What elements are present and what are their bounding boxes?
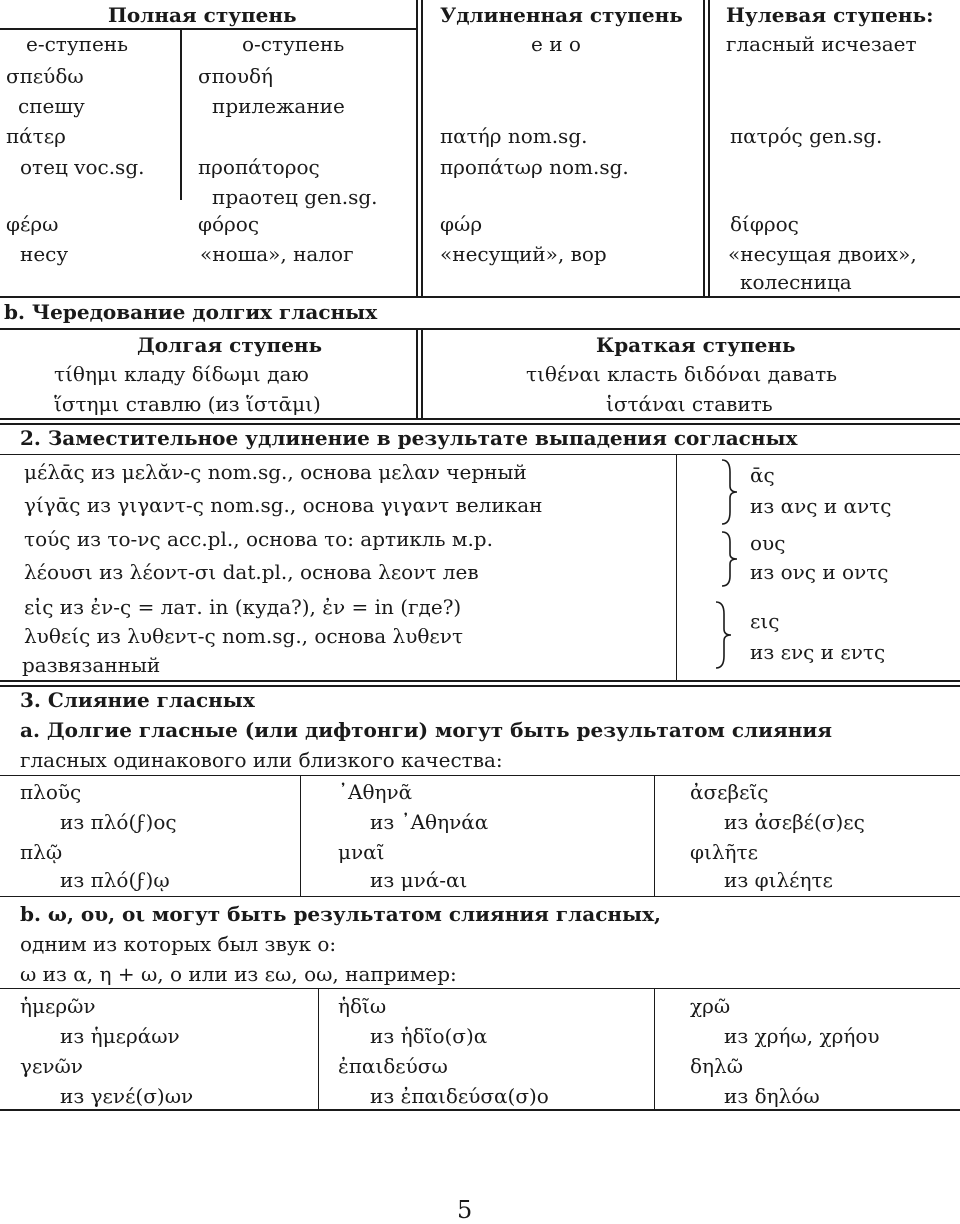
cell-greek: σπεύδω [6,64,84,88]
header-zero-grade: Нулевая ступень: [726,3,934,27]
cell-greek: δίφρος [730,212,799,236]
brace-icon [718,458,740,526]
replacement-line: γίγᾱς из γιγαντ-ς nom.sg., основа γιγαντ великан [24,493,543,517]
short-vowels-row: τιθέναι класть διδόναι давать [526,362,838,386]
divider [318,989,319,1109]
header-zero-sub: гласный исчезает [726,32,917,56]
divider [654,776,655,896]
cell-text: праотец gen.sg. [212,185,378,209]
fusion-example: χρῶ [690,994,731,1018]
cell-greek: φόρος [198,212,260,236]
divider [0,775,960,776]
cell-greek: πάτερ [6,124,66,148]
fusion-example: πλοῦς [20,780,82,804]
replacement-line: τούς из το-νς acc.pl., основа το: артикль м.р. [24,527,493,551]
divider [0,418,960,420]
header-o-grade: о-ступень [242,32,345,56]
divider [180,28,182,200]
fusion-example: из φιλέητε [724,868,833,892]
cell-greek: πατήρ nom.sg. [440,124,588,148]
divider [416,328,418,418]
replacement-line: λέουσι из λέοντ-σι dat.pl., основа λεοντ лев [24,560,479,584]
header-long-vowels: Долгая ступень [137,333,323,357]
section-3-title: 3. Слияние гласных [20,688,255,712]
cell-greek: σπουδή [198,64,274,88]
divider [0,28,416,30]
divider [0,680,960,682]
fusion-example: ἀσεβεῖς [690,780,769,804]
result-ending: εις [750,609,780,633]
fusion-example: ἡμερῶν [20,994,96,1018]
result-ending: ους [750,531,786,555]
brace-icon [712,600,734,670]
section-3b-text: одним из которых был звук о: [20,932,337,956]
fusion-example: из ἀσεβέ(σ)ες [724,810,865,834]
page-number: 5 [457,1196,473,1224]
divider [654,989,655,1109]
divider [421,0,423,296]
fusion-example: φιλῆτε [690,840,758,864]
cell-text: «ноша», налог [200,242,354,266]
fusion-example: из γενέ(σ)ων [60,1084,194,1108]
section-3a-text: гласных одинакового или близкого качества: [20,748,503,772]
fusion-example: из χρήω, χρήου [724,1024,880,1048]
divider [421,328,423,418]
cell-text: спешу [18,94,85,118]
fusion-example: из ἐπαιδεύσα(σ)ο [370,1084,549,1108]
section-2-title: 2. Заместительное удлинение в результате выпадения согласных [20,426,798,450]
divider [416,0,418,296]
fusion-example: из δηλόω [724,1084,820,1108]
header-long-grade: Удлиненная ступень [440,3,683,27]
result-ending: из ενς и εντς [750,640,886,664]
fusion-example: ἐπαιδεύσω [338,1054,448,1078]
replacement-line: λυθείς из λυθεντ-ς nom.sg., основа λυθεντ [24,624,464,648]
fusion-example: из ᾿Αθηνάα [370,810,489,834]
result-ending: из ανς и αντς [750,494,892,518]
divider [300,776,301,896]
long-vowels-row: ἵστημι ставлю (из ἵστᾱμι) [54,392,321,416]
divider [0,988,960,989]
cell-text: «несущий», вор [440,242,607,266]
divider [0,328,960,330]
fusion-example: πλῷ [20,840,63,864]
fusion-example: из ἡμεράων [60,1024,180,1048]
header-long-sub: е и о [531,32,581,56]
fusion-example: δηλῶ [690,1054,744,1078]
cell-text: «несущая двоих», [728,242,917,266]
header-short-vowels: Краткая ступень [596,333,796,357]
replacement-line: μέλᾱς из μελᾰν-ς nom.sg., основа μελαν черный [24,460,527,484]
divider [0,423,960,425]
divider [703,0,705,296]
cell-greek: φώρ [440,212,483,236]
section-b-title: b. Чередование долгих гласных [4,300,378,324]
fusion-example: ᾿Αθηνᾶ [338,780,413,804]
section-3a-text: a. Долгие гласные (или дифтонги) могут быть результатом слияния [20,718,832,742]
cell-text: прилежание [212,94,345,118]
replacement-line: развязанный [22,653,161,677]
cell-text: колесница [740,270,852,294]
divider [0,1109,960,1111]
fusion-example: из μνά-αι [370,868,468,892]
brace-icon [718,530,740,588]
divider [0,896,960,897]
short-vowels-row: ἱστάναι ставить [606,392,773,416]
divider [708,0,710,296]
divider [0,296,960,298]
section-3b-text: b. ω, ου, οι могут быть результатом слияния гласных, [20,902,661,926]
cell-text: отец voc.sg. [20,155,145,179]
fusion-example: из πλό(ϝ)ῳ [60,868,170,892]
long-vowels-row: τίθημι кладу δίδωμι даю [54,362,309,386]
result-ending: из ονς и οντς [750,560,889,584]
fusion-example: из πλό(ϝ)ος [60,810,177,834]
cell-greek: πατρός gen.sg. [730,124,883,148]
fusion-example: ἡδῖω [338,994,387,1018]
replacement-line: εἰς из ἐν-ς = лат. in (куда?), ἐν = in (где?) [24,595,462,619]
section-3b-text: ω из α, η + ω, ο или из εω, οω, например: [20,962,457,986]
fusion-example: из ἡδῖο(σ)α [370,1024,488,1048]
cell-greek: προπάτορος [198,155,320,179]
fusion-example: γενῶν [20,1054,83,1078]
divider [676,454,677,680]
divider [0,454,960,455]
header-full-grade: Полная ступень [108,3,297,27]
fusion-example: μναῖ [338,840,385,864]
cell-greek: προπάτωρ nom.sg. [440,155,629,179]
divider [0,685,960,687]
header-e-grade: е-ступень [26,32,129,56]
cell-text: несу [20,242,69,266]
result-ending: ᾱς [750,463,775,487]
cell-greek: φέρω [6,212,59,236]
